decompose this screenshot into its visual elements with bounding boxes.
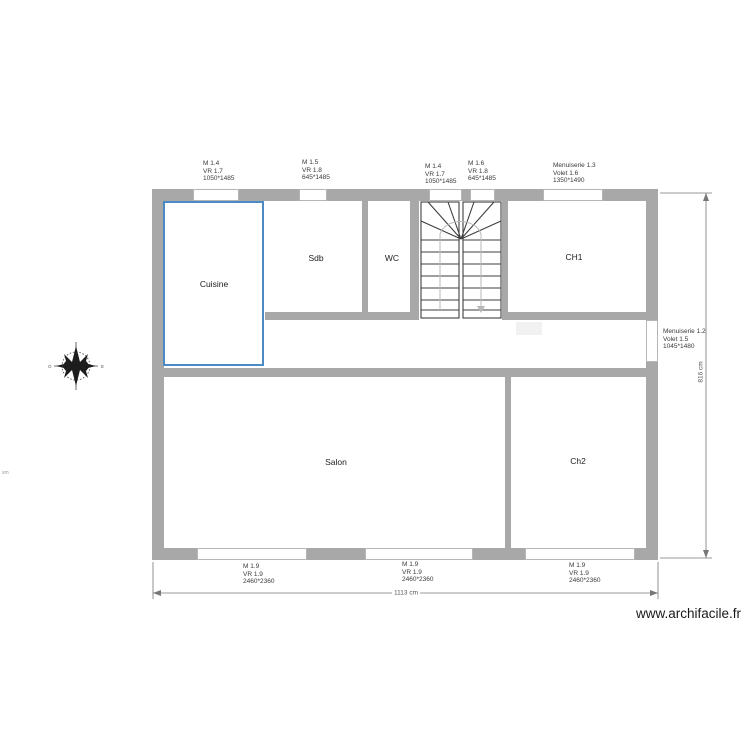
annotation-window-stairs-left: M 1.4 VR 1.7 1050*1485 (425, 163, 457, 186)
annotation-window-sdb: M 1.5 VR 1.8 645*1485 (302, 159, 330, 182)
room-label-wc: WC (384, 253, 400, 263)
watermark-archifacile: www.archifacile.fr (636, 606, 742, 621)
annotation-window-right-wall: Menuiserie 1.2 Volet 1.5 1045*1480 (663, 328, 706, 351)
annotation-window-stairs-right: M 1.6 VR 1.8 645*1485 (468, 160, 496, 183)
staircase[interactable] (421, 202, 501, 318)
compass-east-label: E (101, 364, 105, 369)
dimension-width-label: 1113 cm (394, 589, 418, 597)
compass-icon (48, 342, 104, 390)
compass-west-label: O (48, 364, 52, 369)
annotation-window-salon-left: M 1.9 VR 1.9 2460*2360 (243, 563, 275, 586)
room-label-ch1: CH1 (565, 252, 583, 262)
room-label-salon: Salon (325, 457, 347, 467)
annotation-window-cuisine: M 1.4 VR 1.7 1050*1485 (203, 160, 235, 183)
room-label-cuisine: Cuisine (199, 279, 229, 289)
dimension-height-label: 816 cm (697, 361, 705, 383)
room-label-ch2: Ch2 (570, 456, 586, 466)
left-edge-note: sm (2, 470, 9, 476)
annotation-window-ch1: Menuiserie 1.3 Volet 1.6 1350*1490 (553, 162, 596, 185)
annotation-window-salon-right: M 1.9 VR 1.9 2460*2360 (402, 561, 434, 584)
room-label-sdb: Sdb (308, 253, 324, 263)
annotation-window-ch2: M 1.9 VR 1.9 2460*2360 (569, 562, 601, 585)
